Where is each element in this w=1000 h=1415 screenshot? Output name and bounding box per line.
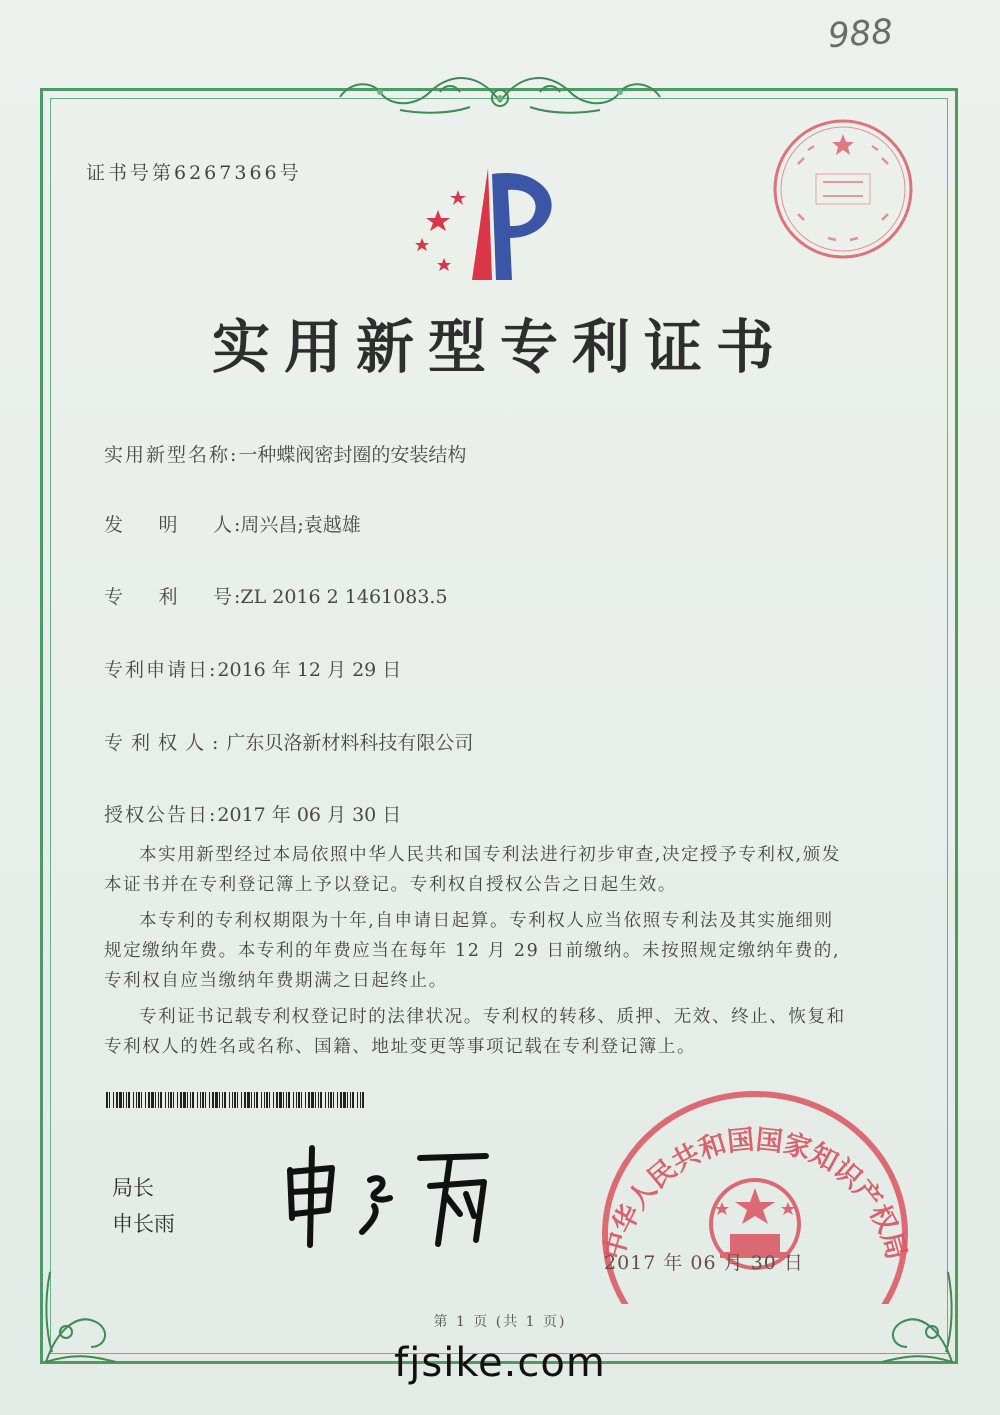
barcode-bar xyxy=(128,1092,130,1108)
patentee-label: 专利权人: xyxy=(104,732,227,754)
application-date-label: 专利申请日: xyxy=(104,659,218,681)
barcode-bar xyxy=(325,1092,326,1108)
barcode-bar xyxy=(126,1092,127,1108)
barcode xyxy=(106,1092,364,1108)
patent-number-row xyxy=(104,582,448,609)
barcode-bar xyxy=(247,1092,250,1108)
publication-date-value: 2017 年 06 月 30 日 xyxy=(217,804,402,826)
barcode-bar xyxy=(352,1092,354,1108)
barcode-bar xyxy=(311,1092,314,1108)
director-label: 局长 xyxy=(112,1176,154,1200)
barcode-bar xyxy=(222,1092,223,1108)
barcode-bar xyxy=(106,1092,108,1108)
inventor-colon: : xyxy=(234,514,241,536)
barcode-bar xyxy=(261,1092,262,1108)
top-ornament xyxy=(320,62,680,122)
barcode-bar xyxy=(180,1092,182,1108)
inventor-label-char: 明 xyxy=(158,514,180,536)
barcode-bar xyxy=(229,1092,230,1108)
barcode-bar xyxy=(160,1092,162,1108)
barcode-bar xyxy=(215,1092,218,1108)
barcode-bar xyxy=(113,1092,114,1108)
barcode-bar xyxy=(333,1092,334,1108)
barcode-bar xyxy=(293,1092,294,1108)
watermark: fjsike.com xyxy=(394,1340,606,1386)
barcode-bar xyxy=(350,1092,351,1108)
barcode-bar xyxy=(360,1092,361,1108)
barcode-bar xyxy=(209,1092,210,1108)
barcode-bar xyxy=(197,1092,198,1108)
barcode-bar xyxy=(219,1092,220,1108)
barcode-bar xyxy=(251,1092,252,1108)
barcode-bar xyxy=(224,1092,226,1108)
barcode-bar xyxy=(256,1092,258,1108)
barcode-bar xyxy=(158,1092,159,1108)
barcode-bar xyxy=(273,1092,274,1108)
patent-number-label-char: 号 xyxy=(212,586,234,608)
barcode-bar xyxy=(305,1092,306,1108)
patent-number-colon: : xyxy=(234,586,241,608)
patent-number-label-char: 利 xyxy=(158,586,180,608)
handwritten-note: 988 xyxy=(826,11,895,57)
barcode-bar xyxy=(266,1092,268,1108)
application-date-value: 2016 年 12 月 29 日 xyxy=(217,659,402,681)
barcode-bar xyxy=(347,1092,348,1108)
utility-model-name-row xyxy=(104,440,466,467)
director-name: 申长雨 xyxy=(112,1212,175,1236)
barcode-bar xyxy=(136,1092,137,1108)
barcode-bar xyxy=(183,1092,186,1108)
utility-model-name-value: 一种蝶阀密封圈的安装结构 xyxy=(238,444,467,466)
certificate-body xyxy=(104,840,852,1068)
barcode-bar xyxy=(276,1092,278,1108)
body-paragraph: 专利证书记载专利权登记时的法律状况。专利权的转移、质押、无效、终止、恢复和专利权人的姓名或名称、国籍、地址变更等事项记载在专利登记簿上。 xyxy=(104,1007,846,1057)
barcode-bar xyxy=(279,1092,282,1108)
seal-date: 2017 年 06 月 30 日 xyxy=(604,1252,804,1274)
barcode-bar xyxy=(357,1092,358,1108)
barcode-bar xyxy=(301,1092,302,1108)
body-paragraph: 本实用新型经过本局依照中华人民共和国专利法进行初步审查,决定授予专利权,颁发本证书并在专利登记簿上予以登记。专利权自授权公告之日起生效。 xyxy=(104,845,841,895)
barcode-bar xyxy=(320,1092,322,1108)
barcode-bar xyxy=(119,1092,122,1108)
patent-office-logo xyxy=(400,160,570,290)
application-date-row xyxy=(104,655,401,682)
barcode-bar xyxy=(286,1092,287,1108)
barcode-bar xyxy=(362,1092,364,1108)
barcode-bar xyxy=(315,1092,316,1108)
barcode-bar xyxy=(141,1092,142,1108)
barcode-bar xyxy=(190,1092,191,1108)
barcode-bar xyxy=(337,1092,338,1108)
patent-number-label-char: 专 xyxy=(104,586,126,608)
barcode-bar xyxy=(232,1092,233,1108)
utility-model-name-label: 实用新型名称: xyxy=(104,444,239,466)
inventor-value: 周兴昌;袁越雄 xyxy=(240,514,361,536)
barcode-bar xyxy=(244,1092,246,1108)
patentee-row xyxy=(104,728,473,755)
barcode-bar xyxy=(205,1092,206,1108)
barcode-bar xyxy=(116,1092,118,1108)
publication-date-label: 授权公告日: xyxy=(104,804,218,826)
barcode-bar xyxy=(212,1092,214,1108)
barcode-bar xyxy=(237,1092,238,1108)
inventor-label-char: 人 xyxy=(212,514,234,536)
barcode-bar xyxy=(308,1092,310,1108)
patent-number-label xyxy=(104,582,234,609)
patent-number-value: ZL 2016 2 1461083.5 xyxy=(240,586,448,608)
barcode-bar xyxy=(343,1092,346,1108)
barcode-bar xyxy=(328,1092,329,1108)
barcode-bar xyxy=(145,1092,146,1108)
barcode-bar xyxy=(340,1092,342,1108)
barcode-bar xyxy=(168,1092,169,1108)
barcode-bar xyxy=(109,1092,110,1108)
inventor-label-char: 发 xyxy=(104,514,126,536)
page-number: 第 1 页 (共 1 页) xyxy=(433,1314,567,1330)
barcode-bar xyxy=(138,1092,140,1108)
barcode-bar xyxy=(170,1092,172,1108)
barcode-bar xyxy=(155,1092,156,1108)
patentee-value: 广东贝洛新材料科技有限公司 xyxy=(226,732,474,754)
publication-date-row xyxy=(104,800,401,827)
barcode-bar xyxy=(187,1092,188,1108)
inventor-row xyxy=(104,510,361,537)
barcode-bar xyxy=(123,1092,124,1108)
tax-stamp xyxy=(768,114,918,264)
barcode-bar xyxy=(264,1092,265,1108)
barcode-bar xyxy=(165,1092,166,1108)
body-paragraph: 本专利的专利权期限为十年,自申请日起算。专利权人应当依照专利法及其实施细则规定缴纳年费。本专利的年费应当在每年 12 月 29 日前缴纳。未按照规定缴纳年费的,专利权自应当缴纳年费期满之日起终止。 xyxy=(104,911,841,991)
barcode-bar xyxy=(283,1092,284,1108)
barcode-bar xyxy=(173,1092,174,1108)
barcode-bar xyxy=(254,1092,255,1108)
inventor-label xyxy=(104,510,234,537)
barcode-bar xyxy=(200,1092,201,1108)
barcode-bar xyxy=(288,1092,290,1108)
certificate-title: 实用新型专利证书 xyxy=(211,313,788,381)
barcode-bar xyxy=(148,1092,150,1108)
barcode-bar xyxy=(234,1092,236,1108)
barcode-bar xyxy=(298,1092,300,1108)
barcode-bar xyxy=(241,1092,242,1108)
barcode-bar xyxy=(269,1092,270,1108)
barcode-bar xyxy=(202,1092,204,1108)
certificate-number: 证书号第6267366号 xyxy=(86,162,302,184)
barcode-bar xyxy=(192,1092,194,1108)
director-signature xyxy=(270,1140,500,1250)
barcode-bar xyxy=(318,1092,319,1108)
barcode-bar xyxy=(177,1092,178,1108)
barcode-bar xyxy=(133,1092,134,1108)
barcode-bar xyxy=(151,1092,154,1108)
barcode-bar xyxy=(330,1092,332,1108)
seal-text: 中华人民共和国国家知识产权局 xyxy=(598,1124,912,1263)
barcode-bar xyxy=(296,1092,297,1108)
